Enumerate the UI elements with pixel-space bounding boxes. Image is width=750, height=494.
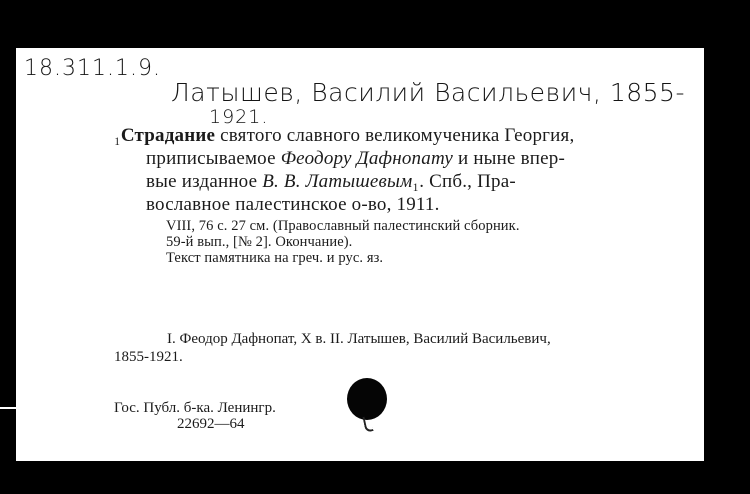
title-line-2-a: приписываемое (146, 148, 281, 169)
author-heading-continuation: 1921. (209, 106, 269, 128)
collation-line-1: VIII, 76 с. 27 см. (Православный палестинский сборник. (166, 218, 520, 234)
catalog-card (16, 48, 704, 461)
punch-hole (347, 378, 387, 420)
library-name: Гос. Публ. б-ка. Ленингр. (114, 400, 276, 416)
title-line-3-a: вые изданное (146, 171, 263, 192)
author-heading: Латышев, Василий Васильевич, 1855- (171, 78, 685, 107)
imprint-line: вославное палестинское о-во, 1911. (146, 194, 440, 215)
title-line-2-b: и ныне впер- (453, 148, 565, 169)
tracings-line-1: I. Феодор Дафнопат, X в. II. Латышев, Василий Васильевич, (167, 331, 551, 347)
language-note: Текст памятника на греч. и рус. яз. (166, 250, 384, 266)
title-line-3-b: ₁. Спб., Пра- (412, 171, 516, 192)
title-line-1-rest: святого славного великомученика Георгия, (215, 125, 575, 146)
title-bracket-mark: ₁ (114, 125, 121, 146)
tracings-line-2: 1855-1921. (114, 349, 183, 365)
editor-name: В. В. Латышевым (262, 171, 413, 192)
title-line-2 (146, 148, 565, 170)
title-main-word: Страдание (120, 125, 216, 146)
scan-edge-mark (0, 407, 16, 409)
card-number: 22692—64 (177, 416, 245, 432)
collation-line-2: 59-й вып., [№ 2]. Окончание). (166, 234, 353, 250)
title-line-1 (114, 125, 574, 147)
title-line-3 (146, 171, 516, 193)
call-number: 18.311.1.9. (24, 56, 161, 81)
attributed-author: Феодору Дафнопату (280, 148, 454, 169)
